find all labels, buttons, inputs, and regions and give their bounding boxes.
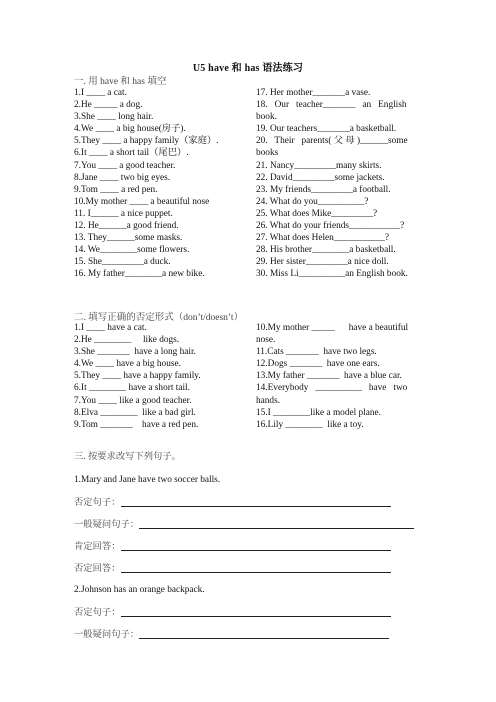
exercise-line: 13.My father _______ have a blue car. <box>256 371 402 382</box>
exercise-line: 8.Elva ________ like a bad girl. <box>74 407 196 418</box>
exercise-line: 5.They ____ have a happy family. <box>74 371 201 382</box>
exercise-line: 7.You ____ a good teacher. <box>74 160 176 171</box>
exercise-line: 30. Miss Li__________an English book. <box>256 269 408 280</box>
worksheet-title: U5 have 和 has 语法练习 <box>192 63 304 74</box>
exercise-line: 1.I ____ a cat. <box>74 88 127 98</box>
exercise-line: 10.My mother ____ a beautiful nose <box>74 196 210 207</box>
exercise-line: 6.It ____ a short tail（尾巴）. <box>74 148 189 159</box>
exercise-line: 19. Our teachers_______a basketball. <box>256 124 397 135</box>
exercise-line: book. <box>256 112 277 123</box>
exercise-line: 7.You ____ like a good teacher. <box>74 395 192 406</box>
section2-left-column <box>74 322 254 431</box>
exercise-line: 21. Nancy_________many skirts. <box>256 160 382 171</box>
exercise-line: 25. What does Mike_________? <box>256 208 378 219</box>
exercise-line: 3.She _______ have a long hair. <box>74 347 196 358</box>
exercise-line: 6.It ________ have a short tail. <box>74 383 190 394</box>
exercise-line: 16. My father________a new bike. <box>74 269 205 280</box>
exercise-line: 17. Her mother_______a vase. <box>256 88 371 98</box>
section1-right-column <box>256 87 421 281</box>
exercise-line: 22. David_________some jackets. <box>256 172 385 183</box>
exercise-line: 26. What do your friends___________? <box>256 221 405 232</box>
exercise-line: nose. <box>256 335 276 346</box>
exercise-line: 9.Tom ____ a red pen. <box>74 184 158 195</box>
answer-row-question-1 <box>74 516 414 530</box>
answer-line[interactable] <box>139 518 414 529</box>
exercise-line: 14.Everybody __________ have two <box>256 383 408 394</box>
answer-line[interactable] <box>121 562 391 573</box>
exercise-line: hands. <box>256 395 281 406</box>
exercise-line: 27. What does Helen___________? <box>256 233 390 244</box>
exercise-line: 2.He ________ like dogs. <box>74 335 180 346</box>
exercise-line: 23. My friends_________a football. <box>256 184 391 195</box>
label-general-question: 一般疑问句子： <box>74 520 140 530</box>
exercise-line: 4.We ____ a big house(房子). <box>74 124 186 135</box>
answer-row-negative-2 <box>74 604 414 618</box>
exercise-line: 12.Dogs _______ have one ears. <box>256 359 380 370</box>
exercise-line: 3.She ____ long hair. <box>74 112 154 123</box>
answer-row-positive-answer-1 <box>74 538 414 552</box>
answer-row-question-2 <box>74 626 414 640</box>
exercise-line: 8.Jane ____ two big eyes. <box>74 172 171 183</box>
exercise-line: 2.He _____ a dog. <box>74 100 143 111</box>
label-positive-answer: 肯定回答： <box>74 542 121 552</box>
answer-row-negative-answer-1 <box>74 560 414 574</box>
exercise-line: 24. What do you__________? <box>256 196 369 207</box>
exercise-line: 29. Her sister_________a nice doll. <box>256 257 389 268</box>
exercise-line: 11.Cats _______ have two legs. <box>256 347 377 358</box>
label-general-question: 一般疑问句子： <box>74 630 140 640</box>
exercise-line: 10.My mother _____ have a beautiful <box>256 323 409 333</box>
exercise-line: 4.We ____ have a big house. <box>74 359 181 370</box>
exercise-line: 1.I ____ have a cat. <box>74 323 147 333</box>
section2-heading: 二. 填写正确的否定形式（don’t/doesn’t） <box>74 313 244 323</box>
exercise-line: 5.They ____ a happy family（家庭）. <box>74 136 219 147</box>
answer-row-negative-1 <box>74 494 414 508</box>
exercise-line: 9.Tom _______ have a red pen. <box>74 419 199 430</box>
exercise-line: 15.I ________like a model plane. <box>256 407 381 418</box>
exercise-line: 16.Lily ________ like a toy. <box>256 419 364 430</box>
answer-line[interactable] <box>121 496 391 507</box>
answer-line[interactable] <box>139 628 389 639</box>
label-negative-answer: 否定回答： <box>74 564 121 574</box>
label-negative: 否定句子： <box>74 498 121 508</box>
exercise-line: 12. He______a good friend. <box>74 221 179 232</box>
section1-left-column <box>74 87 254 281</box>
exercise-line: 28. His brother________a basketball. <box>256 245 396 256</box>
section3-heading: 三. 按要求改写下列句子。 <box>74 452 181 462</box>
answer-line[interactable] <box>121 540 391 551</box>
exercise-line: 13. They______some masks. <box>74 233 183 244</box>
answer-line[interactable] <box>121 606 391 617</box>
question-1: 1.Mary and Jane have two soccer balls. <box>74 475 221 485</box>
exercise-line: 15. She_________a duck. <box>74 257 171 268</box>
question-2: 2.Johnson has an orange backpack. <box>74 585 205 595</box>
section1-heading: 一. 用 have 和 has 填空 <box>74 77 167 87</box>
exercise-line: 18. Our teacher_______ an English <box>256 100 407 111</box>
exercise-line: 20. Their parents( 父 母 )______some <box>256 136 408 147</box>
label-negative: 否定句子： <box>74 608 121 618</box>
exercise-line: books <box>256 148 279 159</box>
section3 <box>74 451 414 640</box>
exercise-line: 14. We________some flowers. <box>74 245 190 256</box>
exercise-line: 11. I______ a nice puppet. <box>74 208 173 219</box>
section2-right-column <box>256 322 421 431</box>
